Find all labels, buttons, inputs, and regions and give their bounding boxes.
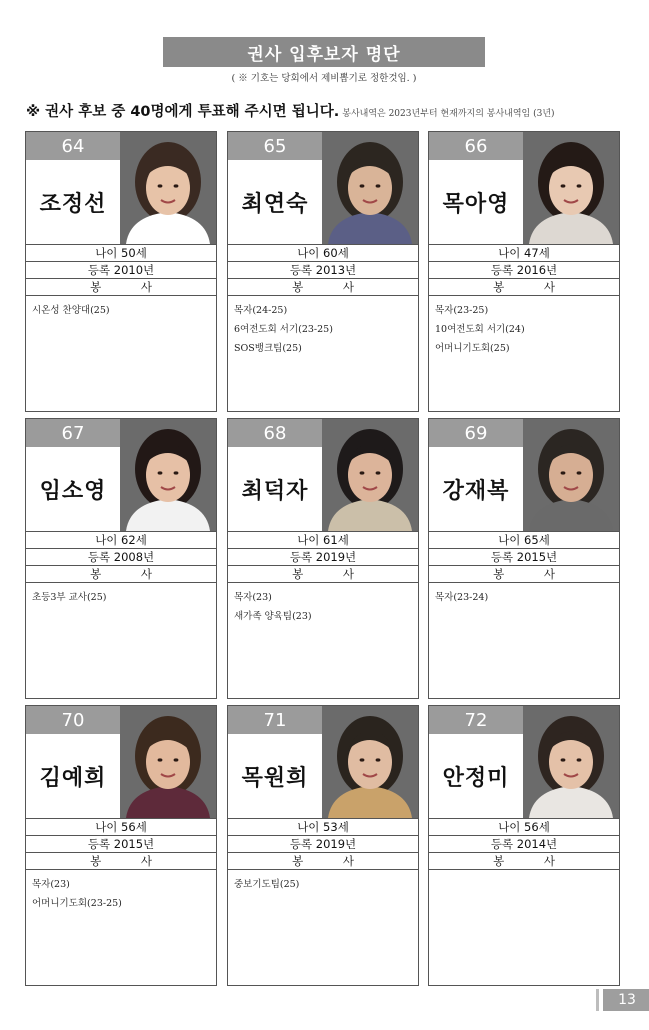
service-list: [429, 869, 619, 985]
service-list: [429, 295, 619, 411]
service-header: 봉 사: [26, 278, 216, 295]
candidate-registration: 등록 2010년: [26, 261, 216, 278]
service-item: 어머니기도회(25): [435, 343, 510, 354]
service-item: 목자(23): [32, 879, 70, 890]
candidate-photo: [523, 132, 619, 244]
candidate-card: [428, 705, 620, 986]
candidate-photo: [322, 419, 418, 531]
service-list: [228, 295, 418, 411]
page-title: 권사 입후보자 명단: [163, 37, 485, 67]
service-header: 봉 사: [26, 565, 216, 582]
candidate-age: 나이 56세: [26, 818, 216, 835]
candidate-registration: 등록 2013년: [228, 261, 418, 278]
candidate-number: 64: [26, 132, 120, 160]
candidate-number: 66: [429, 132, 523, 160]
candidate-age: 나이 47세: [429, 244, 619, 261]
candidate-card: [428, 131, 620, 412]
candidate-photo: [322, 132, 418, 244]
candidate-photo: [322, 706, 418, 818]
service-item: 6여전도회 서기(23-25): [234, 324, 333, 335]
candidate-card: [227, 705, 419, 986]
candidate-number: 72: [429, 706, 523, 734]
candidate-number: 71: [228, 706, 322, 734]
service-header: 봉 사: [429, 852, 619, 869]
candidate-photo: [120, 132, 216, 244]
candidate-age: 나이 53세: [228, 818, 418, 835]
candidate-number: 67: [26, 419, 120, 447]
service-period-note: 봉사내역은 2023년부터 현재까지의 봉사내역임 (3년): [342, 109, 555, 119]
candidate-registration: 등록 2016년: [429, 261, 619, 278]
service-item: 어머니기도회(23-25): [32, 898, 122, 909]
candidate-registration: 등록 2014년: [429, 835, 619, 852]
page-number-strip: [596, 989, 599, 1011]
candidate-card: [25, 418, 217, 699]
candidate-name: 조정선: [39, 191, 107, 217]
candidate-card: [227, 418, 419, 699]
candidate-age: 나이 50세: [26, 244, 216, 261]
candidate-photo: [120, 706, 216, 818]
candidate-name: 목원희: [241, 765, 309, 791]
candidate-registration: 등록 2019년: [228, 548, 418, 565]
candidate-name: 임소영: [39, 478, 107, 504]
candidate-age: 나이 61세: [228, 531, 418, 548]
ballot-note: ( ※ 기호는 당회에서 제비뽑기로 정한것임. ): [231, 73, 417, 84]
candidate-name: 최연숙: [241, 191, 309, 217]
service-item: 목자(24-25): [234, 305, 288, 316]
candidate-name: 강재복: [442, 478, 510, 504]
service-list: [26, 295, 216, 411]
service-list: [429, 582, 619, 698]
service-item: SOS뱅크팀(25): [234, 343, 302, 354]
service-list: [228, 582, 418, 698]
candidate-registration: 등록 2015년: [26, 835, 216, 852]
page-number: 13: [600, 989, 649, 1011]
candidate-number: 68: [228, 419, 322, 447]
candidate-name: 김예희: [39, 765, 107, 791]
candidate-age: 나이 65세: [429, 531, 619, 548]
service-item: 목자(23-24): [435, 592, 489, 603]
candidate-card: [428, 418, 620, 699]
service-item: 중보기도팀(25): [234, 879, 300, 890]
service-header: 봉 사: [26, 852, 216, 869]
service-item: 초등3부 교사(25): [32, 592, 107, 603]
candidate-registration: 등록 2019년: [228, 835, 418, 852]
candidate-number: 70: [26, 706, 120, 734]
service-list: [228, 869, 418, 985]
candidate-name: 목아영: [442, 191, 510, 217]
candidate-registration: 등록 2008년: [26, 548, 216, 565]
service-header: 봉 사: [429, 278, 619, 295]
candidate-number: 65: [228, 132, 322, 160]
service-header: 봉 사: [228, 278, 418, 295]
service-list: [26, 869, 216, 985]
voting-instruction-text: ※ 권사 후보 중 40명에게 투표해 주시면 됩니다.: [26, 104, 340, 120]
candidate-photo: [523, 706, 619, 818]
service-item: 목자(23-25): [435, 305, 489, 316]
candidate-name: 최덕자: [241, 478, 309, 504]
service-header: 봉 사: [429, 565, 619, 582]
service-header: 봉 사: [228, 565, 418, 582]
candidate-photo: [120, 419, 216, 531]
candidate-age: 나이 56세: [429, 818, 619, 835]
service-item: 시온성 찬양대(25): [32, 305, 110, 316]
service-item: 새가족 양육팀(23): [234, 611, 312, 622]
service-item: 10여전도회 서기(24): [435, 324, 525, 335]
candidate-number: 69: [429, 419, 523, 447]
candidate-registration: 등록 2015년: [429, 548, 619, 565]
service-item: 목자(23): [234, 592, 272, 603]
service-list: [26, 582, 216, 698]
candidate-name: 안정미: [442, 765, 510, 791]
candidate-photo: [523, 419, 619, 531]
candidate-card: [25, 705, 217, 986]
candidate-age: 나이 62세: [26, 531, 216, 548]
candidate-age: 나이 60세: [228, 244, 418, 261]
service-header: 봉 사: [228, 852, 418, 869]
voting-instruction: [26, 100, 555, 121]
candidate-card: [25, 131, 217, 412]
candidate-card: [227, 131, 419, 412]
